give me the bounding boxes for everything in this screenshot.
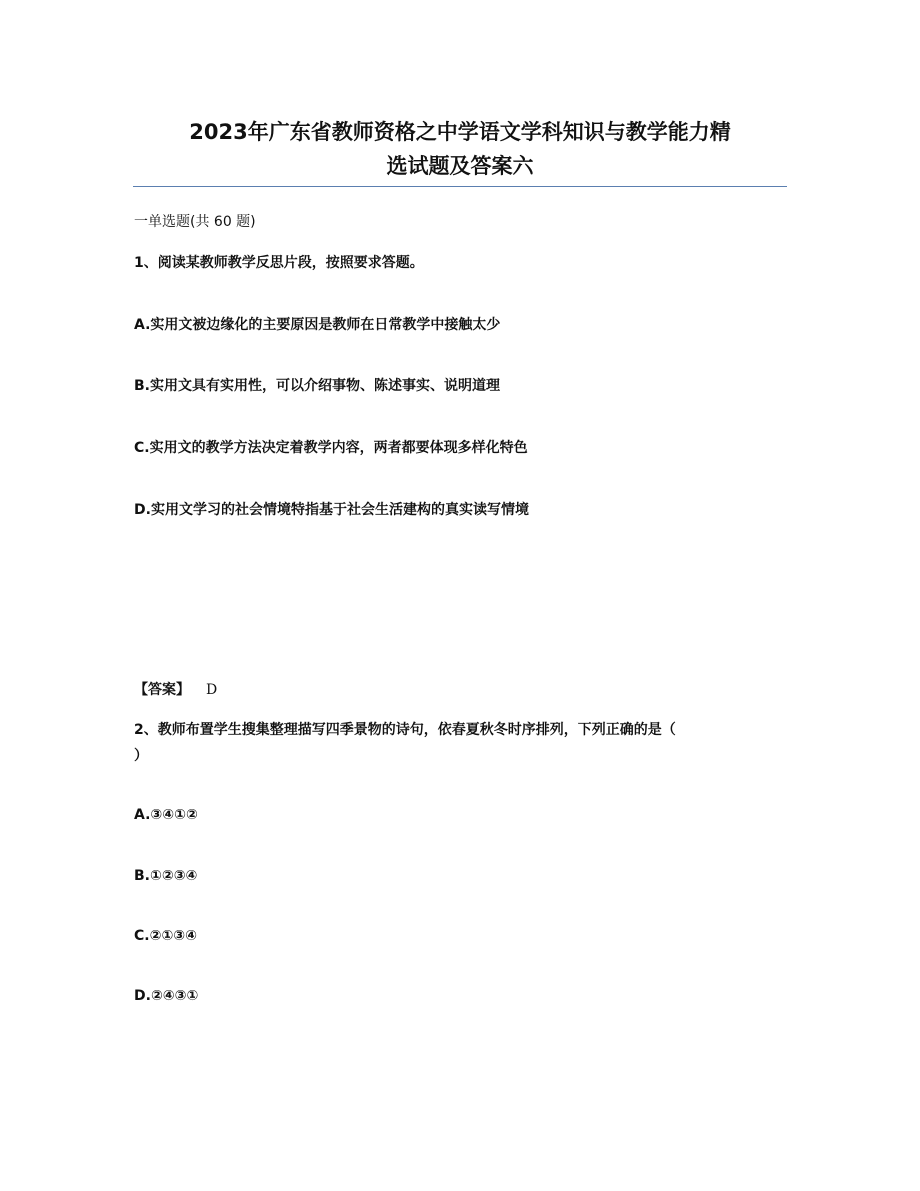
question-1-text: 1、阅读某教师教学反思片段，按照要求答题。: [134, 255, 424, 271]
question-2-text-line-2: ）: [134, 748, 148, 764]
question-1-option-a: A.实用文被边缘化的主要原因是教师在日常教学中接触太少: [134, 317, 501, 333]
question-2-option-a: A.③④①②: [134, 807, 198, 823]
question-1-option-c: C.实用文的教学方法决定着教学内容，两者都要体现多样化特色: [134, 440, 528, 456]
question-1-option-b: B.实用文具有实用性，可以介绍事物、陈述事实、说明道理: [134, 378, 500, 394]
question-1-option-d: D.实用文学习的社会情境特指基于社会生活建构的真实读写情境: [134, 502, 529, 518]
title-divider: [133, 186, 787, 187]
question-2-option-d: D.②④③①: [134, 988, 199, 1004]
question-2-text-line-1: 2、教师布置学生搜集整理描写四季景物的诗句，依春夏秋冬时序排列，下列正确的是（: [134, 722, 676, 738]
question-1-answer: [134, 680, 217, 700]
answer-value: D: [206, 682, 218, 698]
section-header: 一单选题(共 60 题): [134, 214, 256, 230]
document-title-line-1: 2023年广东省教师资格之中学语文学科知识与教学能力精: [189, 120, 731, 144]
answer-label: 【答案】: [134, 682, 190, 698]
question-2-option-b: B.①②③④: [134, 868, 198, 884]
document-title-line-2: 选试题及答案六: [386, 154, 534, 178]
question-2-option-c: C.②①③④: [134, 928, 198, 944]
